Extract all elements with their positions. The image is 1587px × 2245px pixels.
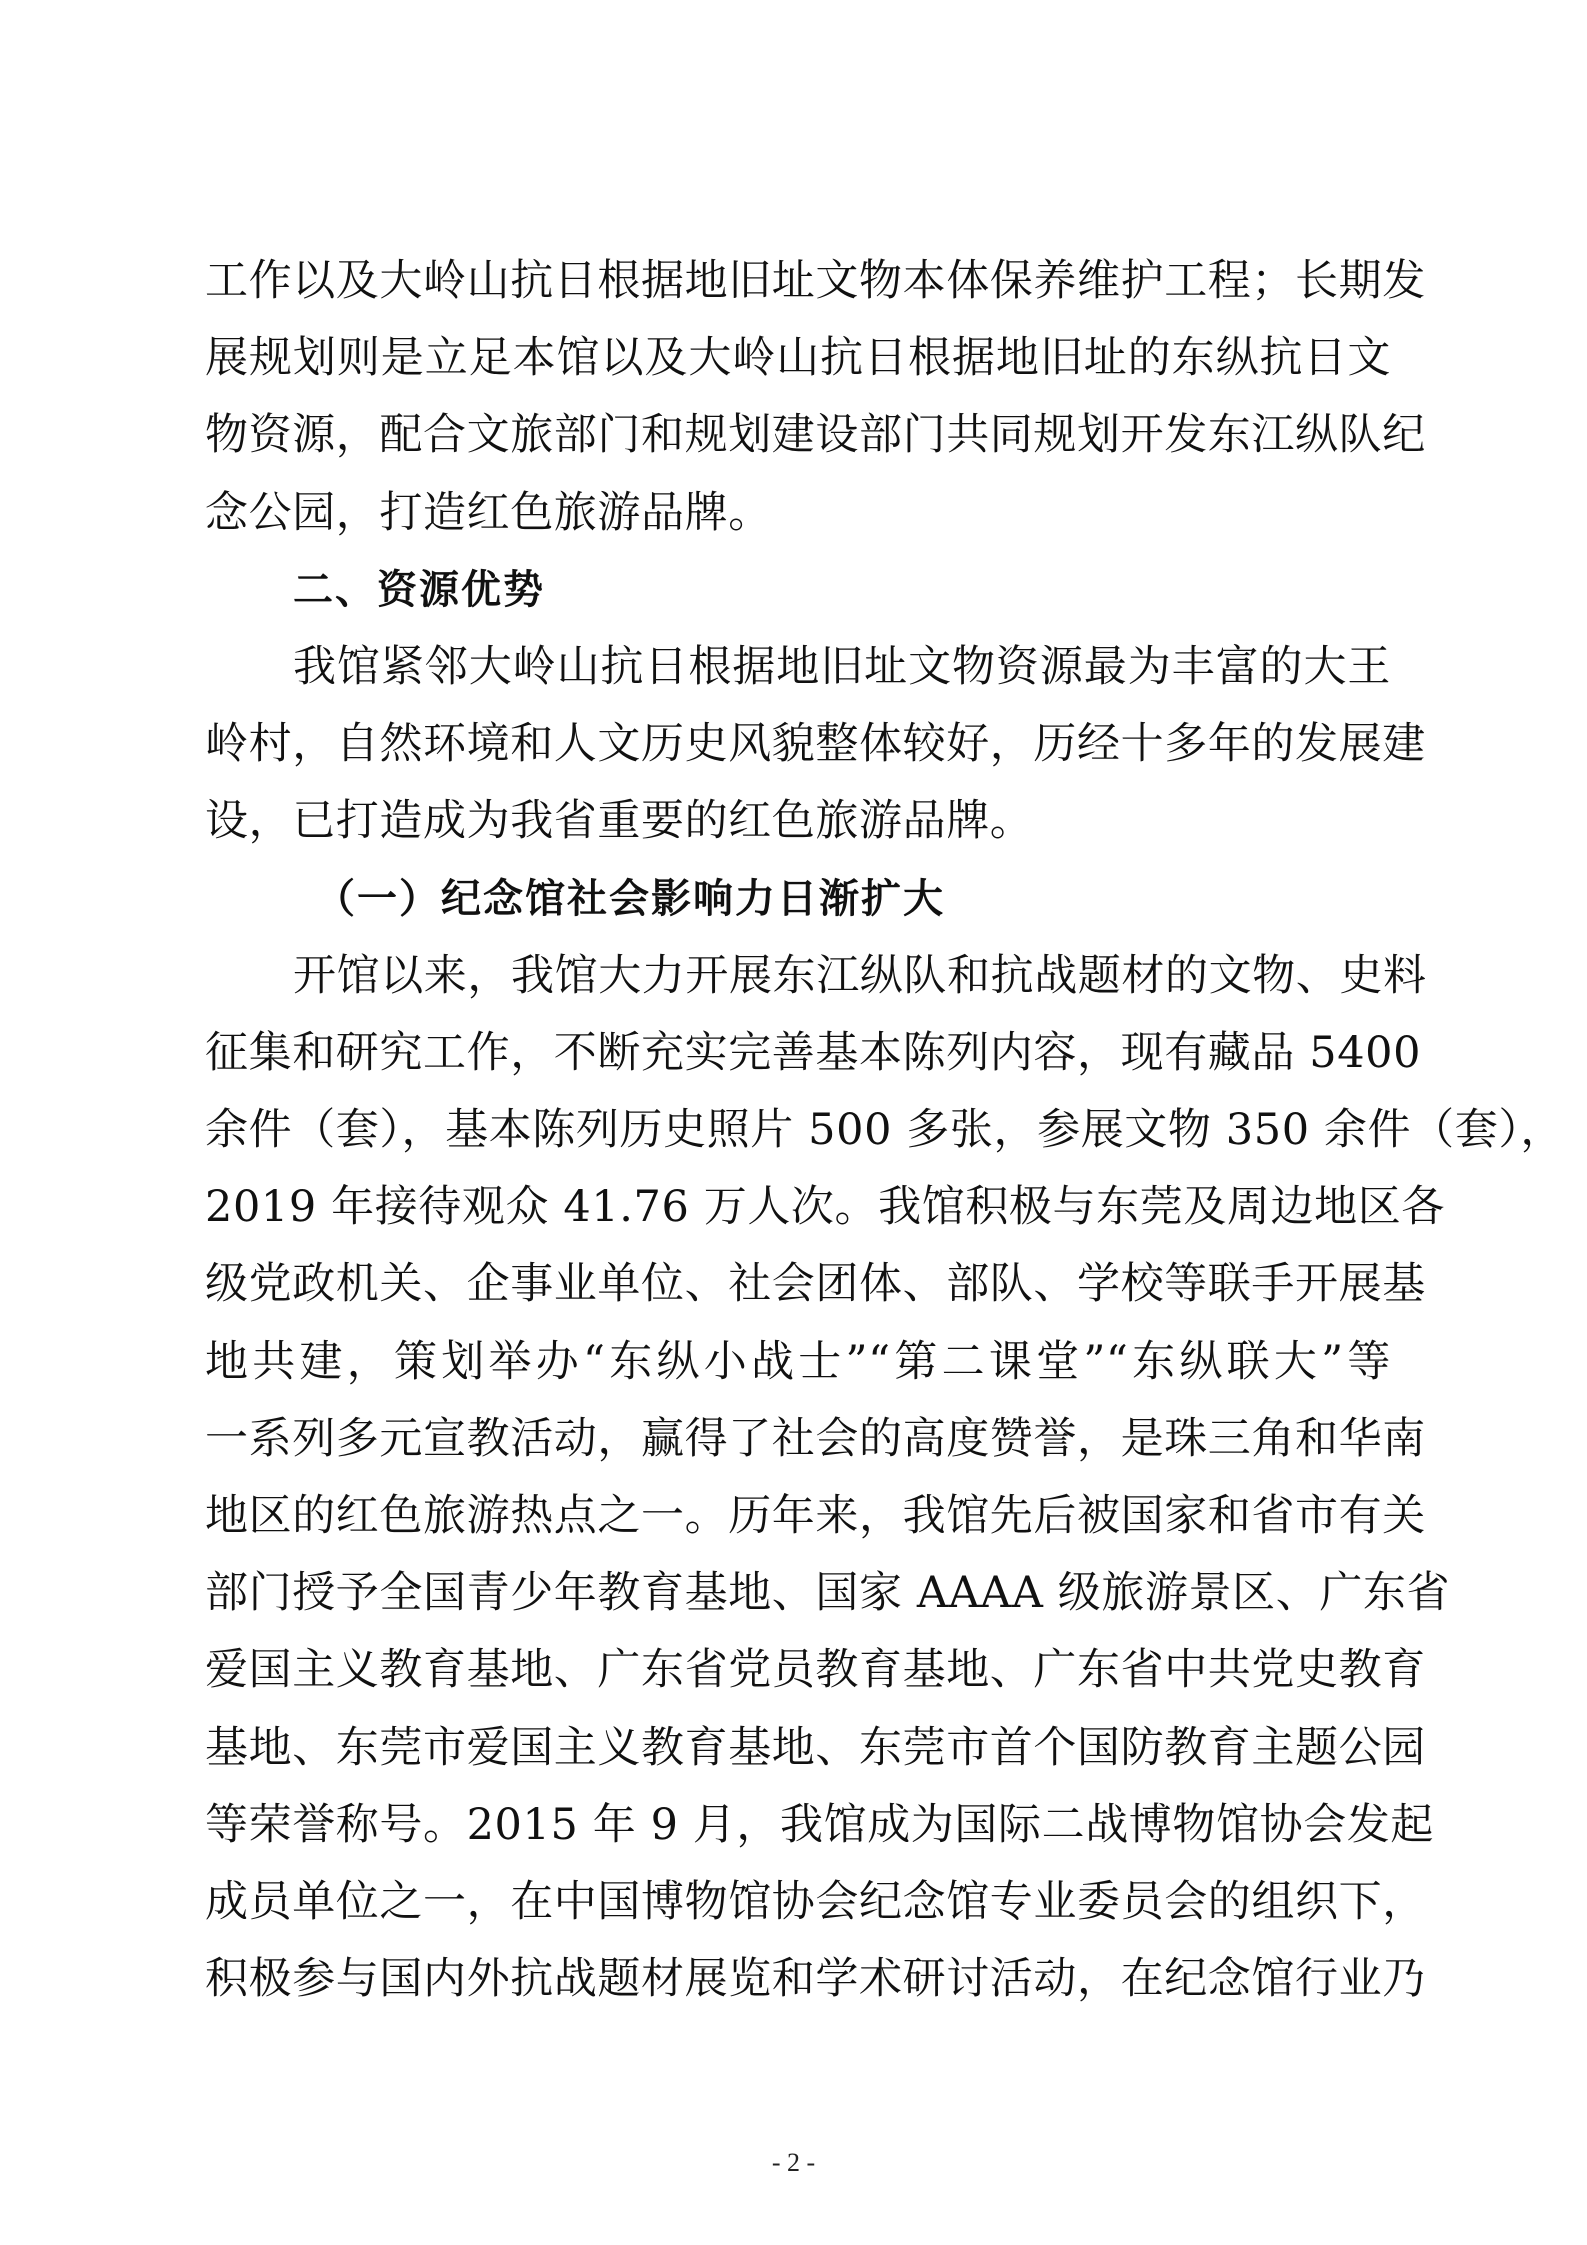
paragraph-line: 部门授予全国青少年教育基地、国家 AAAA 级旅游景区、广东省 (205, 1568, 1451, 1619)
paragraph-line: 展规划则是立足本馆以及大岭山抗日根据地旧址的东纵抗日文 (205, 333, 1391, 384)
paragraph-line: 地区的红色旅游热点之一。历年来，我馆先后被国家和省市有关 (205, 1491, 1426, 1541)
paragraph-line: 岭村，自然环境和人文历史风貌整体较好，历经十多年的发展建 (205, 719, 1426, 770)
paragraph-line: 念公园，打造红色旅游品牌。 (205, 487, 772, 538)
subsection-heading: （一）纪念馆社会影响力日渐扩大 (315, 875, 945, 922)
paragraph-line: 我馆紧邻大岭山抗日根据地旧址文物资源最为丰富的大王 (293, 641, 1391, 692)
paragraph-line: 地共建，策划举办“东纵小战士”“第二课堂”“东纵联大”等 (205, 1336, 1391, 1387)
paragraph-line: 积极参与国内外抗战题材展览和学术研讨活动，在纪念馆行业乃 (205, 1954, 1426, 2005)
paragraph-line: 2019 年接待观众 41.76 万人次。我馆积极与东莞及周边地区各 (205, 1182, 1445, 1233)
paragraph-line: 爱国主义教育基地、广东省党员教育基地、广东省中共党史教育 (205, 1645, 1426, 1696)
document-body (205, 243, 1565, 2018)
paragraph-line: 成员单位之一，在中国博物馆协会纪念馆专业委员会的组织下， (205, 1876, 1426, 1927)
paragraph-line: 等荣誉称号。2015 年 9 月，我馆成为国际二战博物馆协会发起 (205, 1799, 1434, 1850)
paragraph-line: 余件（套），基本陈列历史照片 500 多张，参展文物 350 余件（套）， (205, 1105, 1565, 1156)
paragraph-line: 基地、东莞市爱国主义教育基地、东莞市首个国防教育主题公园 (205, 1722, 1426, 1773)
section-heading: 二、资源优势 (293, 566, 545, 613)
paragraph-line: 开馆以来，我馆大力开展东江纵队和抗战题材的文物、史料 (293, 950, 1427, 1001)
page-number: - 2 - (771, 2148, 816, 2177)
paragraph-line: 征集和研究工作，不断充实完善基本陈列内容，现有藏品 5400 (205, 1027, 1422, 1078)
paragraph-line: 工作以及大岭山抗日根据地旧址文物本体保养维护工程；长期发 (205, 256, 1426, 306)
paragraph-line: 设，已打造成为我省重要的红色旅游品牌。 (205, 796, 1034, 847)
paragraph-line: 一系列多元宣教活动，赢得了社会的高度赞誉，是珠三角和华南 (205, 1413, 1426, 1464)
paragraph-line: 物资源，配合文旅部门和规划建设部门共同规划开发东江纵队纪 (205, 410, 1426, 461)
paragraph-line: 级党政机关、企事业单位、社会团体、部队、学校等联手开展基 (205, 1259, 1426, 1310)
